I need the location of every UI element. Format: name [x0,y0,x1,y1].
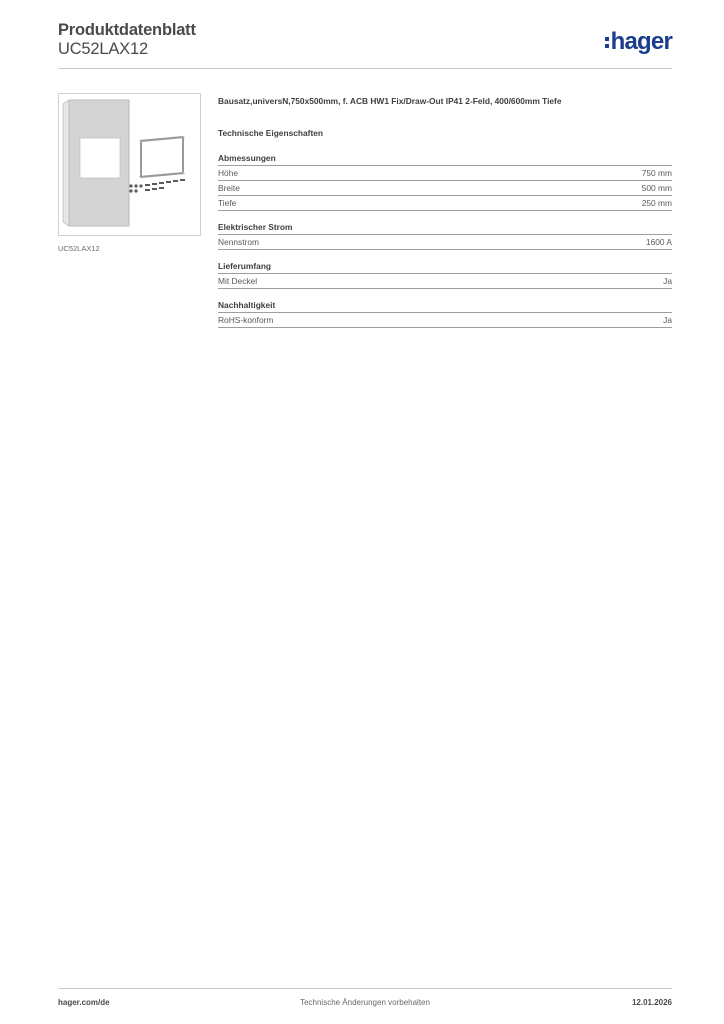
hager-logo [605,30,672,54]
spec-row [218,313,672,328]
section-title: Abmessungen [218,153,672,166]
logo-text: hager [610,28,672,55]
spec-label: Tiefe [218,198,237,208]
spec-row [218,196,672,211]
spec-label: Mit Deckel [218,276,258,286]
spec-row [218,274,672,289]
spec-row [218,166,672,181]
section-title: Elektrischer Strom [218,222,672,235]
technical-properties-heading: Technische Eigenschaften [218,128,324,138]
section-title: Nachhaltigkeit [218,300,672,313]
footer-website-link[interactable]: hager.com/de [58,998,110,1007]
spec-value: 250 mm [641,198,672,208]
spec-value: Ja [663,315,672,325]
spec-label: Breite [218,183,240,193]
image-caption: UC52LAX12 [58,244,100,253]
product-image [58,93,201,236]
product-code-title: UC52LAX12 [58,40,148,58]
spec-value: 500 mm [641,183,672,193]
section-dimensions [218,153,672,211]
spec-label: Nennstrom [218,237,259,247]
logo-dots-icon [605,37,609,48]
page-header [58,20,672,69]
spec-value: Ja [663,276,672,286]
spec-label: RoHS-konform [218,315,274,325]
product-details [218,96,672,328]
spec-value: 750 mm [641,168,672,178]
spec-row [218,181,672,196]
spec-value: 1600 A [645,237,672,247]
page-footer [58,988,672,1009]
section-scope-of-delivery [218,261,672,289]
document-title: Produktdatenblatt [58,21,196,39]
section-sustainability [218,300,672,328]
section-electrical-current [218,222,672,250]
footer-note: Technische Änderungen vorbehalten [300,998,430,1007]
footer-date: 12.01.2026 [631,998,672,1007]
spec-row [218,235,672,250]
section-title: Lieferumfang [218,261,672,274]
spec-label: Höhe [218,168,239,178]
product-description: Bausatz,universN,750x500mm, f. ACB HW1 Fix/Draw-Out IP41 2-Feld, 400/600mm Tiefe [218,96,562,106]
product-illustration-icon [59,94,200,235]
